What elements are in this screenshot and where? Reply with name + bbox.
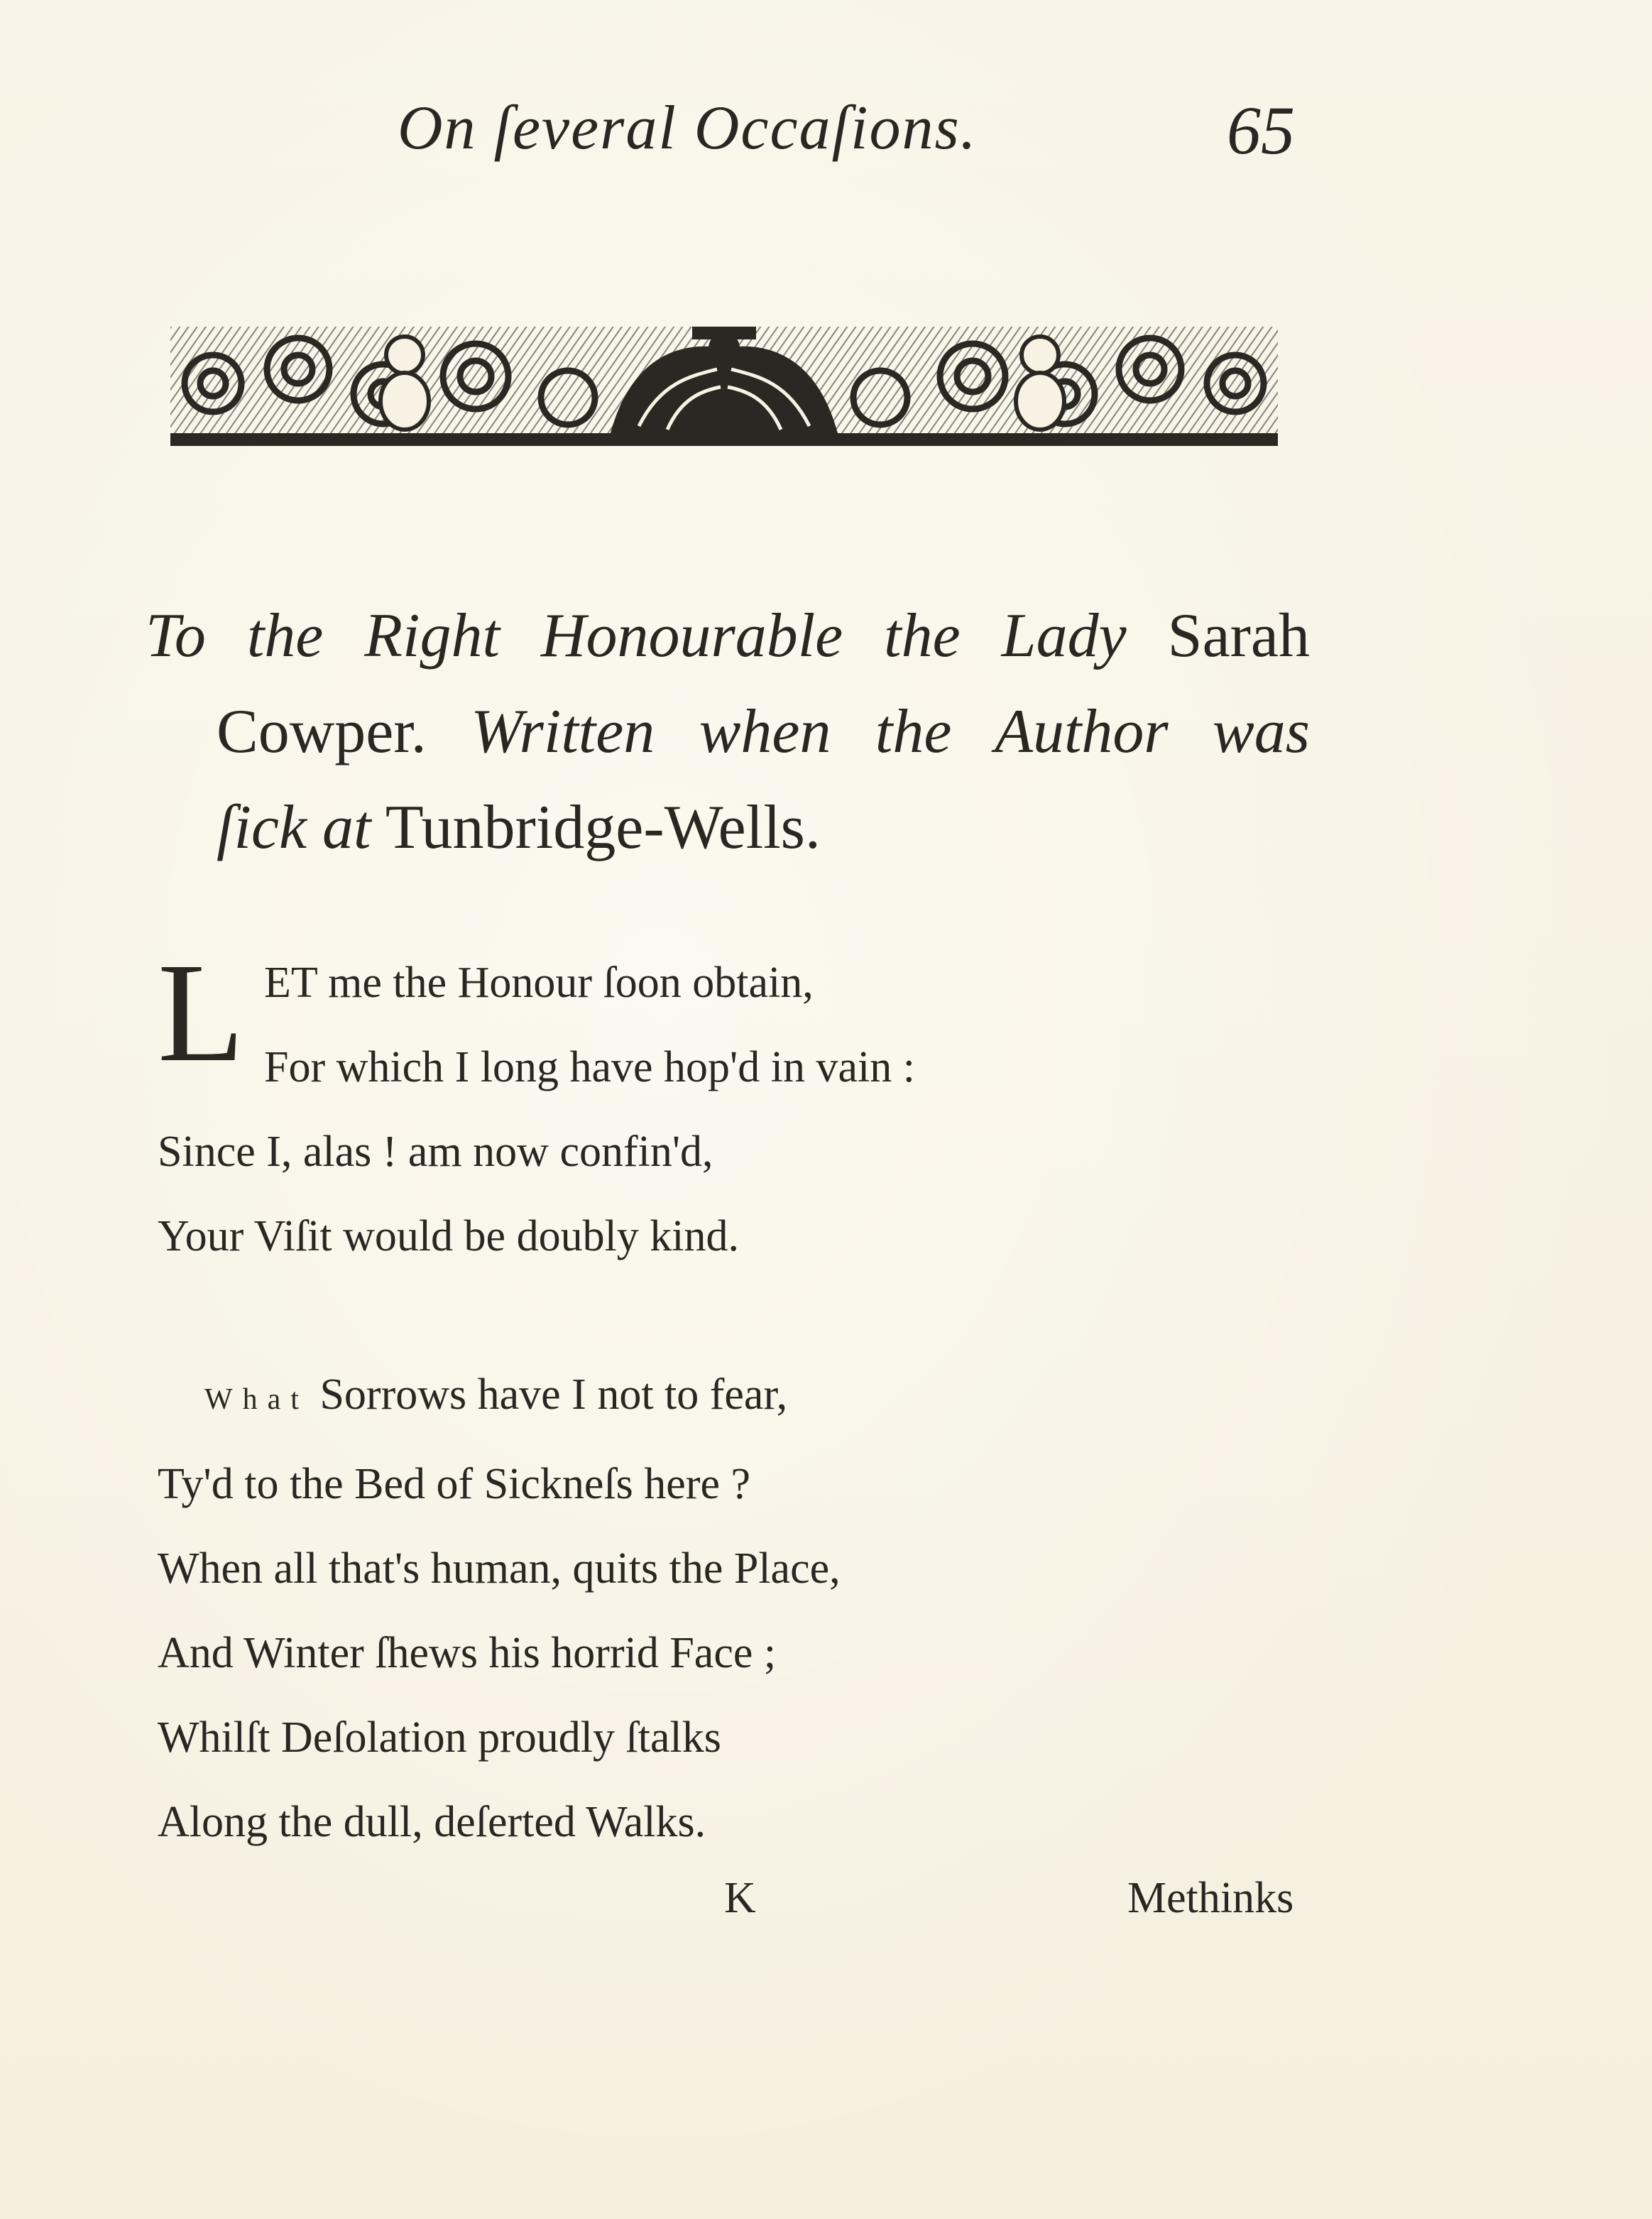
heading-line-2 bbox=[146, 684, 1310, 780]
signature-mark: K bbox=[724, 1874, 756, 1922]
stanza-2 bbox=[158, 1353, 841, 1865]
stanza-1 bbox=[158, 934, 915, 1279]
verse-line: Along the dull, deſerted Walks. bbox=[158, 1798, 706, 1846]
heading-condition: ſick at bbox=[217, 793, 371, 862]
verse-line: And Winter ſhews his horrid Face ; bbox=[158, 1629, 777, 1677]
verse-line: When all that's human, quits the Place, bbox=[158, 1544, 841, 1593]
verse-line-rest: Sorrows have I not to fear, bbox=[319, 1370, 788, 1419]
heading-line-1 bbox=[146, 588, 1310, 684]
verse-line: Ty'd to the Bed of Sickneſs here ? bbox=[158, 1460, 751, 1508]
verse-line: Whilſt Deſolation proudly ſtalks bbox=[158, 1713, 721, 1762]
catchword: Methinks bbox=[1127, 1874, 1294, 1922]
small-caps-opening: What bbox=[204, 1383, 309, 1416]
heading-name-last: Cowper. bbox=[217, 697, 427, 766]
heading-line-3 bbox=[146, 780, 1310, 876]
heading-name-first: Sarah bbox=[1167, 601, 1310, 670]
running-title: On ſeveral Occaſions. bbox=[398, 94, 978, 163]
ornament-headpiece bbox=[170, 327, 1278, 446]
drop-cap: L bbox=[158, 934, 245, 1091]
verse-line: Since I, alas ! am now confin'd, bbox=[158, 1128, 713, 1176]
heading-occasion: Written when the Author was bbox=[471, 697, 1311, 766]
page-number: 65 bbox=[1227, 92, 1295, 168]
verse-line bbox=[158, 1353, 841, 1442]
verse-line: Your Viſit would be doubly kind. bbox=[158, 1212, 740, 1260]
heading-dedication: To the Right Honourable the Lady bbox=[146, 601, 1127, 670]
heading-place: Tunbridge-Wells. bbox=[385, 793, 821, 862]
poem-heading bbox=[146, 588, 1310, 876]
verse-line: For which I long have hop'd in vain : bbox=[264, 1043, 915, 1091]
verse-line: ET me the Honour ſoon obtain, bbox=[264, 959, 814, 1007]
